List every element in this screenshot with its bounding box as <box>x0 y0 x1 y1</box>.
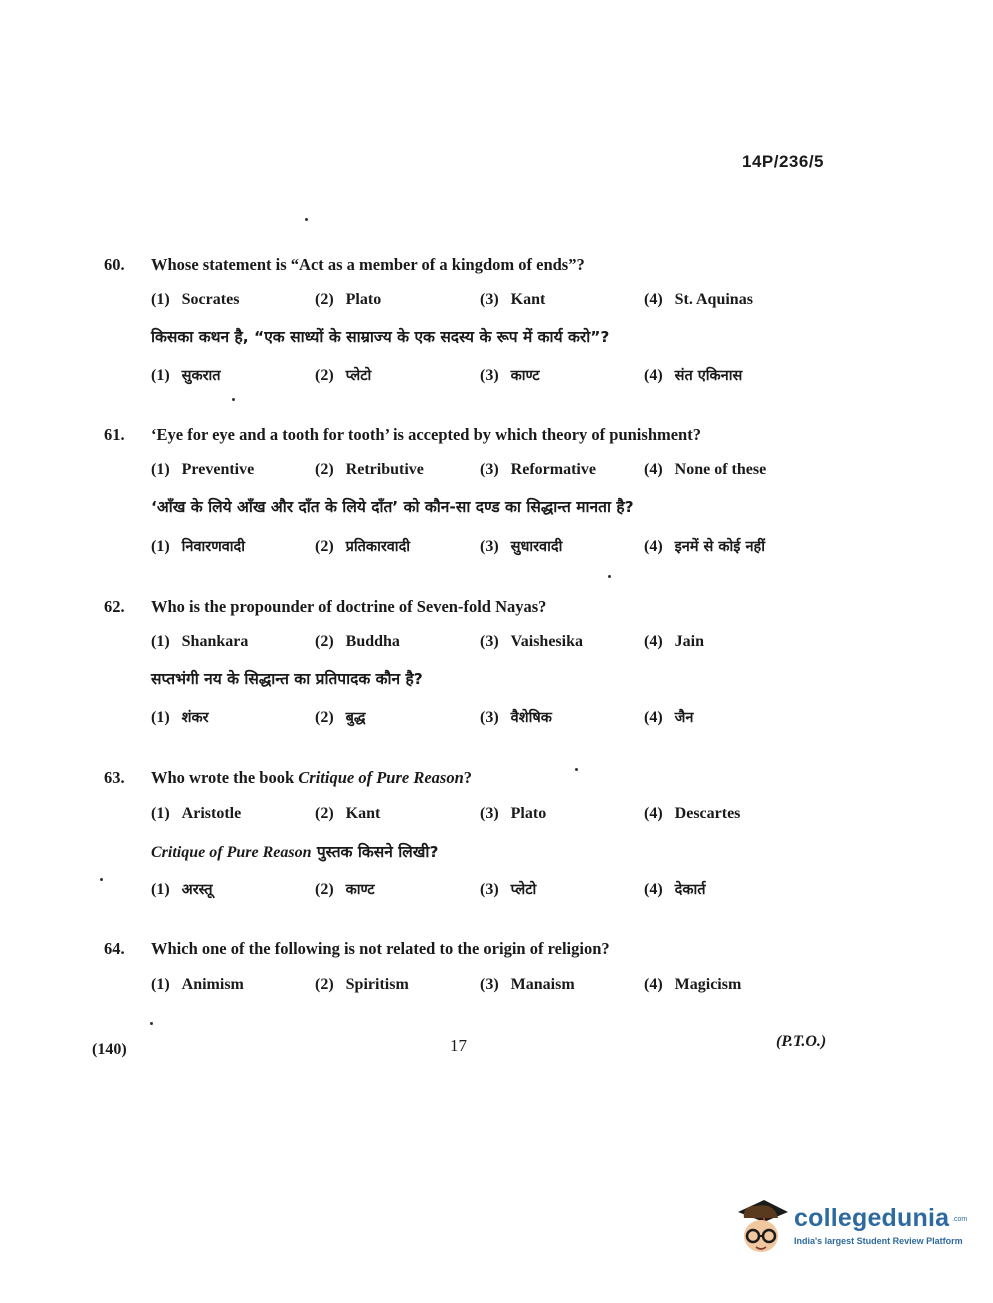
option-2-hi: (2) प्रतिकारवादी <box>315 538 411 555</box>
option-3: (3) Vaishesika <box>480 633 583 650</box>
scan-speck <box>150 1022 153 1025</box>
question-text-en: Who is the propounder of doctrine of Seven-fold Nayas? <box>151 597 547 616</box>
scan-speck <box>232 398 235 401</box>
question-text-hi: किसका कथन है, “एक साध्यों के साम्राज्य के एक सदस्य के रूप में कार्य करो”? <box>151 328 610 346</box>
option-2: (2) Kant <box>315 805 381 822</box>
logo-tagline: India's largest Student Review Platform <box>794 1236 963 1246</box>
option-4: (4) None of these <box>644 461 767 478</box>
scan-speck <box>575 768 578 771</box>
book-title-hi: Critique of Pure Reason <box>151 844 312 861</box>
question-text-hi: Critique of Pure Reason पुस्तक किसने लिखी? <box>151 843 439 861</box>
option-3-hi: (3) सुधारवादी <box>480 538 563 555</box>
option-3: (3) Manaism <box>480 976 575 993</box>
scan-speck <box>608 575 611 578</box>
option-1: (1) Animism <box>151 976 244 993</box>
option-2: (2) Plato <box>315 291 382 308</box>
option-3: (3) Reformative <box>480 461 596 478</box>
page-number: 17 <box>450 1036 467 1055</box>
question-number: 63. <box>104 768 125 787</box>
option-3-hi: (3) वैशेषिक <box>480 709 552 726</box>
option-4: (4) Jain <box>644 633 704 650</box>
question-number: 61. <box>104 425 125 444</box>
option-1: (1) Socrates <box>151 291 240 308</box>
option-2-hi: (2) प्लेटो <box>315 367 372 384</box>
book-title: Critique of Pure Reason <box>298 768 464 787</box>
option-1-hi: (1) निवारणवादी <box>151 538 245 555</box>
footer-code: (140) <box>92 1041 127 1058</box>
option-4-hi: (4) संत एकिनास <box>644 367 743 384</box>
question-number: 60. <box>104 255 125 274</box>
option-2-hi: (2) बुद्ध <box>315 709 366 726</box>
mascot-icon <box>734 1196 790 1258</box>
question-text-en: Which one of the following is not related to the origin of religion? <box>151 939 610 958</box>
question-text-en: ‘Eye for eye and a tooth for tooth’ is accepted by which theory of punishment? <box>151 425 701 444</box>
option-4: (4) Descartes <box>644 805 741 822</box>
scan-speck <box>100 878 103 881</box>
option-4-hi: (4) जैन <box>644 709 694 726</box>
question-number: 62. <box>104 597 125 616</box>
option-3: (3) Plato <box>480 805 547 822</box>
option-1: (1) Aristotle <box>151 805 242 822</box>
question-text-hi: सप्तभंगी नय के सिद्धान्त का प्रतिपादक कौन है? <box>151 670 423 688</box>
page-code: 14P/236/5 <box>742 152 825 171</box>
question-number: 64. <box>104 939 125 958</box>
option-3-hi: (3) प्लेटो <box>480 881 537 898</box>
logo-name: collegedunia <box>794 1204 950 1232</box>
question-text-hi: ‘आँख के लिये आँख और दाँत के लिये दाँत’ को कौन-सा दण्ड का सिद्धान्त मानता है? <box>151 498 634 516</box>
pto-label: (P.T.O.) <box>776 1033 827 1050</box>
logo-suffix: .com <box>952 1216 968 1223</box>
option-3-hi: (3) काण्ट <box>480 367 540 384</box>
option-4: (4) Magicism <box>644 976 742 993</box>
option-1: (1) Preventive <box>151 461 255 478</box>
option-1-hi: (1) शंकर <box>151 709 209 726</box>
question-text-en: Who wrote the book Critique of Pure Reason? <box>151 768 473 787</box>
option-4-hi: (4) इनमें से कोई नहीं <box>644 538 765 555</box>
option-1: (1) Shankara <box>151 633 249 650</box>
question-text-en: Whose statement is “Act as a member of a kingdom of ends”? <box>151 255 585 274</box>
option-2: (2) Retributive <box>315 461 424 478</box>
option-2: (2) Spiritism <box>315 976 409 993</box>
option-3: (3) Kant <box>480 291 546 308</box>
option-1-hi: (1) सुकरात <box>151 367 221 384</box>
option-2: (2) Buddha <box>315 633 400 650</box>
option-4-hi: (4) देकार्त <box>644 881 706 898</box>
option-4: (4) St. Aquinas <box>644 291 753 308</box>
option-2-hi: (2) काण्ट <box>315 881 375 898</box>
option-1-hi: (1) अरस्तू <box>151 881 213 898</box>
collegedunia-logo <box>734 1196 968 1266</box>
scan-speck <box>305 218 308 221</box>
